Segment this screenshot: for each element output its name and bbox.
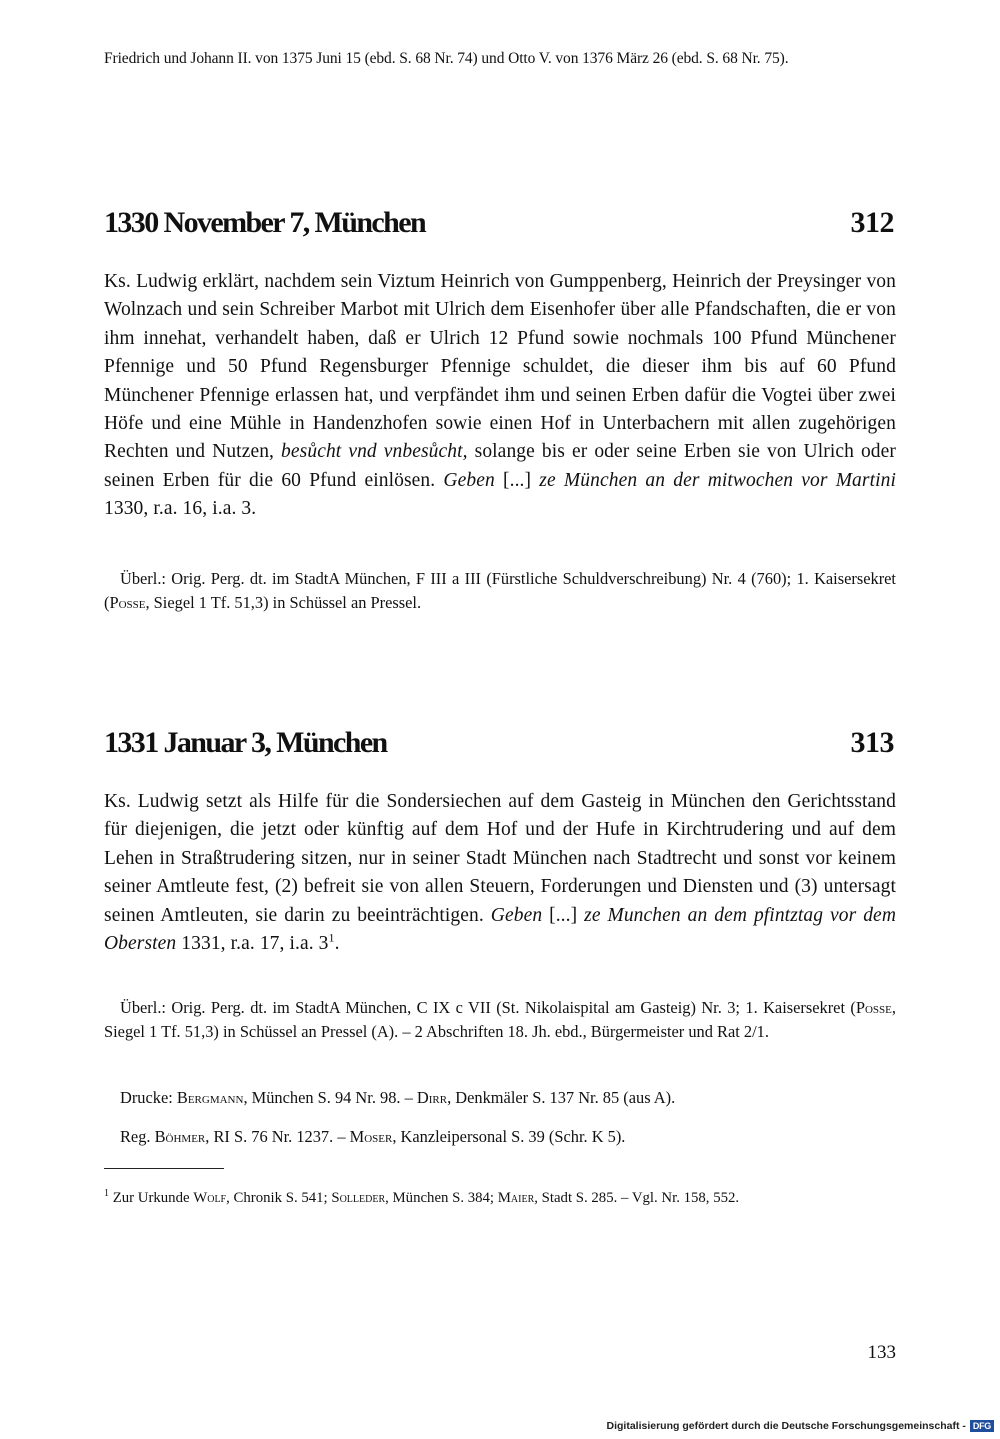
doc-312-date-place: 1330 November 7, München <box>104 206 426 239</box>
reg-text: , RI S. 76 Nr. 1237. – <box>205 1127 350 1146</box>
author-name: Moser <box>349 1127 393 1146</box>
drucke-text: Drucke: <box>120 1088 177 1107</box>
reg-text: , Kanzleipersonal S. 39 (Schr. K 5). <box>392 1127 626 1146</box>
uberl-text: Überl.: Orig. Perg. dt. im StadtA München, C IX c VII (St. Nikolaispital am Gasteig) Nr. 3; 1. Kaisersekret ( <box>120 998 856 1017</box>
footnote-divider <box>104 1168 224 1169</box>
doc-312-regest <box>104 268 896 524</box>
doc-313-uberlieferung <box>104 996 896 1043</box>
continued-note <box>104 47 900 70</box>
doc-312-text: [...] <box>494 469 540 491</box>
doc-313-regesten <box>120 1125 896 1149</box>
author-name: Posse <box>109 592 146 612</box>
uberl-text: , Siegel 1 Tf. 51,3) in Schüssel an Pressel. <box>145 592 422 612</box>
doc-313-text: [...] <box>542 904 585 926</box>
author-name: Dirr <box>416 1088 448 1107</box>
doc-313-quote: ze Munchen an dem pfintztag vor dem Obersten <box>104 904 896 955</box>
drucke-text: , München S. 94 Nr. 98. – <box>243 1088 417 1107</box>
doc-313-number: 313 <box>850 726 894 759</box>
continued-note-text: Friedrich und Johann II. von 1375 Juni 15 (ebd. S. 68 Nr. 74) und Otto V. von 1376 März 26 (ebd. S. 68 Nr. 75). <box>104 50 789 67</box>
doc-312-heading <box>104 206 894 240</box>
doc-313-drucke <box>120 1086 896 1110</box>
footnote <box>104 1183 896 1209</box>
author-name: Wolf <box>193 1189 227 1206</box>
footnote-text: , München S. 384; <box>385 1189 498 1206</box>
uberl-text: Überl.: Orig. Perg. dt. im StadtA München, F III a III (Fürstliche Schuldverschreibung) Nr. 4 (760); 1. Kaisersekret ( <box>104 569 896 612</box>
author-name: Bergmann <box>176 1088 244 1107</box>
doc-313-heading <box>104 726 894 760</box>
doc-312-text: solange bis er oder seine Erben sie von Ulrich oder seinen Erben für die 60 Pfund einlösen. <box>104 441 896 491</box>
footnote-text: Zur Urkunde <box>109 1189 194 1206</box>
author-name: Posse <box>855 998 892 1017</box>
doc-313-text: . <box>334 933 340 955</box>
page-number: 133 <box>867 1342 896 1363</box>
doc-313-quote: Geben <box>490 904 543 926</box>
doc-313-text: 1331, r.a. 17, i.a. 3 <box>176 933 329 955</box>
author-name: Böhmer <box>154 1127 206 1146</box>
uberl-text: , Siegel 1 Tf. 51,3) in Schüssel an Pressel (A). – 2 Abschriften 18. Jh. ebd., Bürgermeister und Rat 2/1. <box>104 998 896 1041</box>
doc-312-quote: Geben <box>443 469 495 491</box>
footnote-reference[interactable]: 1 <box>328 930 335 945</box>
doc-312-text: Ks. Ludwig erklärt, nachdem sein Viztum Heinrich von Gumppenberg, Heinrich der Preysinger von Wolnzach und sein Schreiber Marbot mit Ulrich dem Eisenhofer über alle Pfandschaften, die er von ihm innehat, verhandelt haben, daß er Ulrich 12 Pfund sowie nochmals 100 Pfund Münchener Pfennige und 50 Pfund Regensburger Pfennige schuldet, die dieser ihm bis auf 60 Pfund Münchener Pfennige erlassen hat, und verpfändet ihm und seinen Erben dafür die Vogtei über zwei Höfe und eine Mühle in Handenzhofen sowie einen Hof in Unterbachern mit allen zugehörigen Rechten und Nutzen, <box>104 271 896 463</box>
footnote-mark: 1 <box>104 1188 109 1199</box>
doc-313-regest <box>104 788 896 958</box>
doc-313-date-place: 1331 Januar 3, München <box>104 726 387 759</box>
dfg-logo: DFG <box>970 1420 994 1432</box>
footnote-text: , Chronik S. 541; <box>226 1189 332 1206</box>
doc-312-quote: besůcht vnd vnbesůcht, <box>281 441 468 463</box>
doc-313-text: Ks. Ludwig setzt als Hilfe für die Sondersiechen auf dem Gasteig in München den Gerichtsstand für diejenigen, die jetzt oder künftig auf dem Hof und der Hufe in Kirchtrudering und auf dem Lehen in Straßtrudering sitzen, nur in seiner Stadt München nach Stadtrecht und sonst vor keinem seiner Amtleute fest, (2) befreit sie von allen Steuern, Forderungen und Diensten und (3) untersagt seinen Amtleuten, sie darin zu beeinträchtigen. <box>104 791 896 926</box>
footnote-text: , Stadt S. 285. – Vgl. Nr. 158, 552. <box>534 1189 740 1206</box>
doc-312-number: 312 <box>850 206 894 239</box>
drucke-text: , Denkmäler S. 137 Nr. 85 (aus A). <box>447 1088 676 1107</box>
doc-312-uberlieferung <box>104 567 896 614</box>
doc-312-text: 1330, r.a. 16, i.a. 3. <box>104 498 257 520</box>
reg-text: Reg. <box>120 1127 155 1146</box>
doc-312-quote: ze München an der mitwochen vor Martini <box>539 469 897 491</box>
author-name: Solleder <box>331 1189 386 1206</box>
dfg-notice-text: Digitalisierung gefördert durch die Deutsche Forschungsgemeinschaft - <box>606 1420 966 1432</box>
dfg-funding-notice <box>607 1420 995 1432</box>
author-name: Maier <box>497 1189 535 1206</box>
